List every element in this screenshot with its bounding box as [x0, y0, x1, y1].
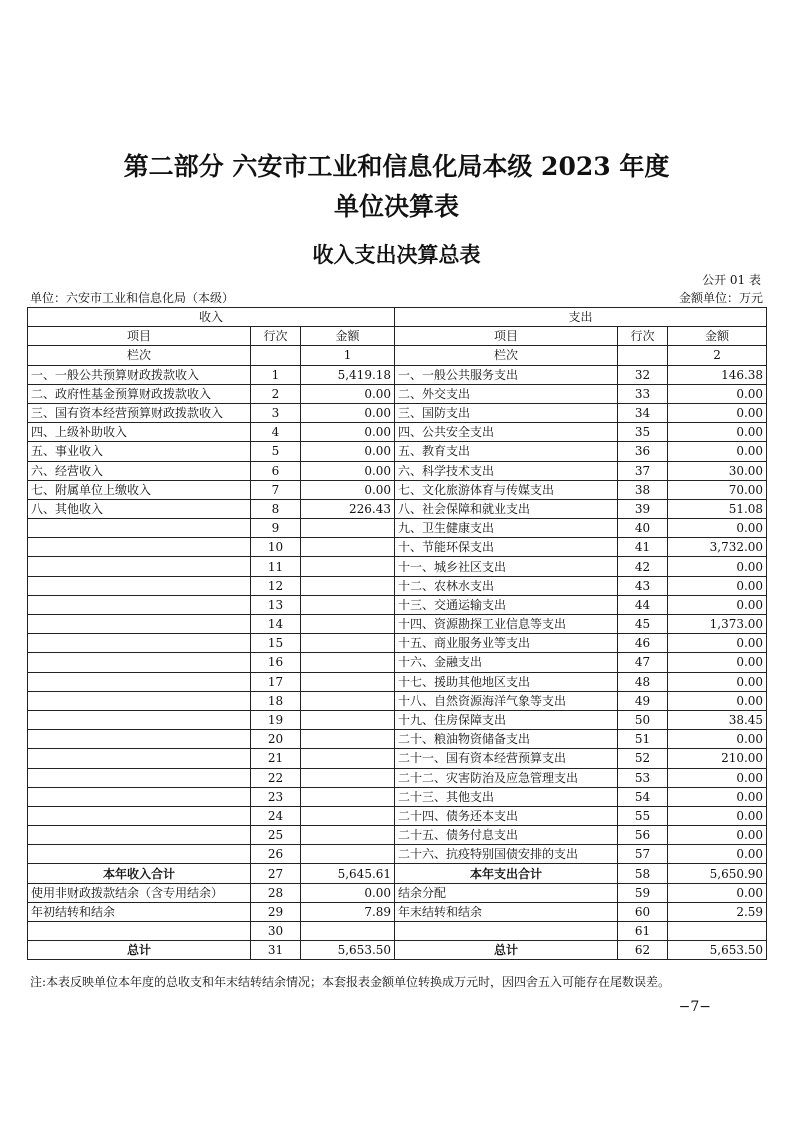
expense-rowno-cell: 34 [618, 403, 668, 422]
table-row [28, 423, 767, 442]
form-id: 公开 01 表 [702, 273, 761, 287]
expense-item-cell: 九、卫生健康支出 [395, 519, 618, 538]
expense-item-cell: 总计 [395, 941, 618, 960]
income-rowno-cell: 28 [251, 883, 301, 902]
expense-item-cell: 四、公共安全支出 [395, 423, 618, 442]
income-item-cell [28, 826, 251, 845]
expense-rowno-cell: 54 [618, 787, 668, 806]
expense-item-cell: 十五、商业服务业等支出 [395, 634, 618, 653]
expense-amount-cell: 1,373.00 [668, 615, 767, 634]
income-amount-cell: 5,645.61 [301, 864, 395, 883]
expense-amount-cell: 0.00 [668, 519, 767, 538]
expense-rowno-cell: 43 [618, 576, 668, 595]
table-row [28, 710, 767, 729]
expense-item-cell [395, 922, 618, 941]
expense-column-number: 2 [668, 346, 767, 365]
income-rowno-cell: 11 [251, 557, 301, 576]
table-row [28, 691, 767, 710]
table-row [28, 403, 767, 422]
income-item-cell [28, 595, 251, 614]
expense-rowno-cell: 55 [618, 806, 668, 825]
income-rowno-cell: 3 [251, 403, 301, 422]
expense-rowno-cell: 49 [618, 691, 668, 710]
expense-amount-cell: 0.00 [668, 442, 767, 461]
income-rowno-cell: 10 [251, 538, 301, 557]
income-item-cell: 五、事业收入 [28, 442, 251, 461]
expense-rowno-cell: 50 [618, 710, 668, 729]
expense-item-cell: 十四、资源勘探工业信息等支出 [395, 615, 618, 634]
table-row [28, 768, 767, 787]
income-item-cell [28, 672, 251, 691]
income-rowno-cell: 24 [251, 806, 301, 825]
income-item-cell [28, 634, 251, 653]
expense-item-cell: 二十四、债务还本支出 [395, 806, 618, 825]
expense-rowno-cell: 60 [618, 902, 668, 921]
income-item-cell [28, 710, 251, 729]
income-amount-cell [301, 538, 395, 557]
income-item-cell [28, 615, 251, 634]
expense-column-empty [618, 346, 668, 365]
income-amount-cell [301, 749, 395, 768]
expense-item-cell: 十一、城乡社区支出 [395, 557, 618, 576]
expense-amount-cell: 0.00 [668, 557, 767, 576]
expense-rowno-cell: 40 [618, 519, 668, 538]
income-column-label: 栏次 [28, 346, 251, 365]
income-amount-cell: 0.00 [301, 384, 395, 403]
income-rowno-cell: 2 [251, 384, 301, 403]
expense-item-cell: 十、节能环保支出 [395, 538, 618, 557]
table-row [28, 576, 767, 595]
income-amount-cell [301, 922, 395, 941]
expense-rowno-cell: 59 [618, 883, 668, 902]
income-amount-cell: 0.00 [301, 423, 395, 442]
expense-item-cell: 十二、农林水支出 [395, 576, 618, 595]
expense-amount-cell: 0.00 [668, 384, 767, 403]
expense-amount-cell: 0.00 [668, 403, 767, 422]
expense-item-cell: 二十六、抗疫特别国债安排的支出 [395, 845, 618, 864]
expense-rowno-cell: 58 [618, 864, 668, 883]
income-amount-cell: 0.00 [301, 461, 395, 480]
expense-rowno-cell: 52 [618, 749, 668, 768]
income-item-cell [28, 730, 251, 749]
income-item-cell [28, 557, 251, 576]
expense-item-cell: 七、文化旅游体育与传媒支出 [395, 480, 618, 499]
expense-amount-cell: 0.00 [668, 634, 767, 653]
expense-rowno-cell: 33 [618, 384, 668, 403]
income-rowno-cell: 23 [251, 787, 301, 806]
expense-rowno-cell: 42 [618, 557, 668, 576]
expense-amount-cell: 0.00 [668, 768, 767, 787]
income-item-cell: 二、政府性基金预算财政拨款收入 [28, 384, 251, 403]
expense-amount-cell: 0.00 [668, 653, 767, 672]
table-row [28, 653, 767, 672]
income-amount-cell [301, 672, 395, 691]
table-note: 注:本表反映单位本年度的总收支和年末结转结余情况；本套报表金额单位转换成万元时，因四舍五入可能存在尾数误差。 [30, 975, 671, 989]
table-title: 收入支出决算总表 [312, 243, 481, 267]
expense-amount-cell: 0.00 [668, 691, 767, 710]
income-rowno-cell: 25 [251, 826, 301, 845]
expense-amount-cell: 2.59 [668, 902, 767, 921]
income-amount-cell [301, 691, 395, 710]
table-row [28, 922, 767, 941]
income-rowno-cell: 19 [251, 710, 301, 729]
expense-item-cell: 二十三、其他支出 [395, 787, 618, 806]
expense-item-cell: 十六、金融支出 [395, 653, 618, 672]
table-row [28, 730, 767, 749]
income-amount-cell: 5,653.50 [301, 941, 395, 960]
expense-rowno-cell: 44 [618, 595, 668, 614]
expense-amount-header: 金额 [668, 327, 767, 346]
expense-item-cell: 十八、自然资源海洋气象等支出 [395, 691, 618, 710]
table-row [28, 557, 767, 576]
expense-rowno-cell: 47 [618, 653, 668, 672]
table-row [28, 787, 767, 806]
expense-item-cell: 一、一般公共服务支出 [395, 365, 618, 384]
table-row [28, 634, 767, 653]
table-row [28, 538, 767, 557]
expense-rowno-cell: 56 [618, 826, 668, 845]
expense-amount-cell: 210.00 [668, 749, 767, 768]
income-rowno-cell: 4 [251, 423, 301, 442]
expense-amount-cell: 0.00 [668, 595, 767, 614]
income-amount-cell [301, 845, 395, 864]
expense-header: 支出 [395, 308, 767, 327]
expense-amount-cell: 0.00 [668, 845, 767, 864]
expense-item-cell: 十三、交通运输支出 [395, 595, 618, 614]
income-rowno-cell: 7 [251, 480, 301, 499]
table-row [28, 499, 767, 518]
income-item-cell [28, 845, 251, 864]
income-item-cell [28, 922, 251, 941]
income-amount-cell [301, 806, 395, 825]
income-item-cell: 总计 [28, 941, 251, 960]
income-amount-cell [301, 557, 395, 576]
income-amount-cell: 226.43 [301, 499, 395, 518]
table-row [28, 480, 767, 499]
expense-rowno-cell: 36 [618, 442, 668, 461]
table-row [28, 806, 767, 825]
income-item-cell [28, 538, 251, 557]
page-number: −7− [678, 999, 711, 1015]
expense-amount-cell: 30.00 [668, 461, 767, 480]
table-row [28, 461, 767, 480]
table-row [28, 615, 767, 634]
expense-amount-cell: 0.00 [668, 883, 767, 902]
income-expense-table [27, 307, 767, 960]
income-rowno-cell: 31 [251, 941, 301, 960]
income-column-number: 1 [301, 346, 395, 365]
expense-amount-cell: 5,653.50 [668, 941, 767, 960]
income-item-cell: 使用非财政拨款结余（含专用结余） [28, 883, 251, 902]
income-amount-cell: 0.00 [301, 480, 395, 499]
expense-rowno-cell: 51 [618, 730, 668, 749]
income-amount-cell [301, 730, 395, 749]
income-item-header: 项目 [28, 327, 251, 346]
table-row [28, 384, 767, 403]
expense-amount-cell: 70.00 [668, 480, 767, 499]
income-rowno-cell: 16 [251, 653, 301, 672]
table-row [28, 883, 767, 902]
expense-amount-cell: 3,732.00 [668, 538, 767, 557]
expense-amount-cell [668, 922, 767, 941]
income-rowno-cell: 12 [251, 576, 301, 595]
income-rowno-cell: 26 [251, 845, 301, 864]
income-rowno-cell: 21 [251, 749, 301, 768]
expense-amount-cell: 38.45 [668, 710, 767, 729]
expense-amount-cell: 0.00 [668, 730, 767, 749]
income-item-cell [28, 653, 251, 672]
expense-item-cell: 八、社会保障和就业支出 [395, 499, 618, 518]
income-item-cell: 七、附属单位上缴收入 [28, 480, 251, 499]
document-title-line2: 单位决算表 [333, 192, 459, 221]
expense-rowno-header: 行次 [618, 327, 668, 346]
expense-rowno-cell: 57 [618, 845, 668, 864]
income-item-cell [28, 768, 251, 787]
document-title-line1: 第二部分 六安市工业和信息化局本级 2023 年度 [123, 152, 670, 181]
expense-amount-cell: 0.00 [668, 423, 767, 442]
income-amount-cell [301, 768, 395, 787]
expense-rowno-cell: 38 [618, 480, 668, 499]
income-amount-cell: 0.00 [301, 442, 395, 461]
table-row [28, 749, 767, 768]
expense-item-cell: 五、教育支出 [395, 442, 618, 461]
income-amount-cell [301, 615, 395, 634]
income-rowno-cell: 5 [251, 442, 301, 461]
table-row [28, 442, 767, 461]
income-rowno-header: 行次 [251, 327, 301, 346]
income-rowno-cell: 9 [251, 519, 301, 538]
unit-label: 单位：六安市工业和信息化局（本级） [30, 291, 235, 305]
expense-amount-cell: 0.00 [668, 826, 767, 845]
income-amount-cell [301, 519, 395, 538]
table-row [28, 595, 767, 614]
income-rowno-cell: 6 [251, 461, 301, 480]
income-item-cell [28, 749, 251, 768]
expense-rowno-cell: 45 [618, 615, 668, 634]
expense-rowno-cell: 41 [618, 538, 668, 557]
income-amount-header: 金额 [301, 327, 395, 346]
income-item-cell: 六、经营收入 [28, 461, 251, 480]
table-row [28, 941, 767, 960]
table-row [28, 845, 767, 864]
expense-rowno-cell: 39 [618, 499, 668, 518]
expense-amount-cell: 146.38 [668, 365, 767, 384]
expense-item-cell: 十七、援助其他地区支出 [395, 672, 618, 691]
header-row-columns [28, 327, 767, 346]
table-body [28, 365, 767, 960]
income-rowno-cell: 20 [251, 730, 301, 749]
income-column-empty [251, 346, 301, 365]
income-item-cell: 八、其他收入 [28, 499, 251, 518]
expense-item-cell: 二十、粮油物资储备支出 [395, 730, 618, 749]
income-item-cell [28, 691, 251, 710]
expense-rowno-cell: 35 [618, 423, 668, 442]
income-item-cell [28, 806, 251, 825]
money-unit-label: 金额单位：万元 [678, 291, 763, 305]
expense-amount-cell: 0.00 [668, 576, 767, 595]
expense-item-cell: 结余分配 [395, 883, 618, 902]
income-amount-cell: 5,419.18 [301, 365, 395, 384]
income-item-cell: 一、一般公共预算财政拨款收入 [28, 365, 251, 384]
expense-amount-cell: 0.00 [668, 787, 767, 806]
expense-amount-cell: 5,650.90 [668, 864, 767, 883]
header-row-column-numbers [28, 346, 767, 365]
income-rowno-cell: 1 [251, 365, 301, 384]
income-rowno-cell: 18 [251, 691, 301, 710]
income-rowno-cell: 17 [251, 672, 301, 691]
expense-rowno-cell: 53 [618, 768, 668, 787]
table-row [28, 365, 767, 384]
income-amount-cell [301, 595, 395, 614]
income-item-cell: 本年收入合计 [28, 864, 251, 883]
income-rowno-cell: 8 [251, 499, 301, 518]
income-item-cell [28, 519, 251, 538]
expense-amount-cell: 0.00 [668, 806, 767, 825]
income-amount-cell [301, 634, 395, 653]
income-amount-cell: 0.00 [301, 403, 395, 422]
expense-rowno-cell: 48 [618, 672, 668, 691]
table-row [28, 864, 767, 883]
income-rowno-cell: 29 [251, 902, 301, 921]
income-item-cell [28, 576, 251, 595]
expense-item-cell: 二十一、国有资本经营预算支出 [395, 749, 618, 768]
expense-item-cell: 二十五、债务付息支出 [395, 826, 618, 845]
income-rowno-cell: 30 [251, 922, 301, 941]
expense-item-cell: 本年支出合计 [395, 864, 618, 883]
income-item-cell: 年初结转和结余 [28, 902, 251, 921]
expense-item-cell: 六、科学技术支出 [395, 461, 618, 480]
table-row [28, 672, 767, 691]
income-amount-cell [301, 576, 395, 595]
table-row [28, 826, 767, 845]
expense-item-cell: 年末结转和结余 [395, 902, 618, 921]
expense-item-cell: 二十二、灾害防治及应急管理支出 [395, 768, 618, 787]
income-item-cell: 三、国有资本经营预算财政拨款收入 [28, 403, 251, 422]
income-amount-cell: 7.89 [301, 902, 395, 921]
expense-item-header: 项目 [395, 327, 618, 346]
income-item-cell: 四、上级补助收入 [28, 423, 251, 442]
expense-column-label: 栏次 [395, 346, 618, 365]
income-amount-cell [301, 787, 395, 806]
income-header: 收入 [28, 308, 395, 327]
expense-rowno-cell: 61 [618, 922, 668, 941]
income-amount-cell [301, 826, 395, 845]
table-row [28, 902, 767, 921]
expense-rowno-cell: 62 [618, 941, 668, 960]
income-rowno-cell: 22 [251, 768, 301, 787]
table-row [28, 519, 767, 538]
expense-item-cell: 二、外交支出 [395, 384, 618, 403]
income-rowno-cell: 27 [251, 864, 301, 883]
income-amount-cell: 0.00 [301, 883, 395, 902]
income-amount-cell [301, 710, 395, 729]
income-amount-cell [301, 653, 395, 672]
expense-rowno-cell: 32 [618, 365, 668, 384]
expense-rowno-cell: 46 [618, 634, 668, 653]
expense-amount-cell: 0.00 [668, 672, 767, 691]
expense-rowno-cell: 37 [618, 461, 668, 480]
income-rowno-cell: 13 [251, 595, 301, 614]
income-rowno-cell: 15 [251, 634, 301, 653]
expense-amount-cell: 51.08 [668, 499, 767, 518]
income-rowno-cell: 14 [251, 615, 301, 634]
income-item-cell [28, 787, 251, 806]
expense-item-cell: 十九、住房保障支出 [395, 710, 618, 729]
expense-item-cell: 三、国防支出 [395, 403, 618, 422]
header-row-section [28, 308, 767, 327]
